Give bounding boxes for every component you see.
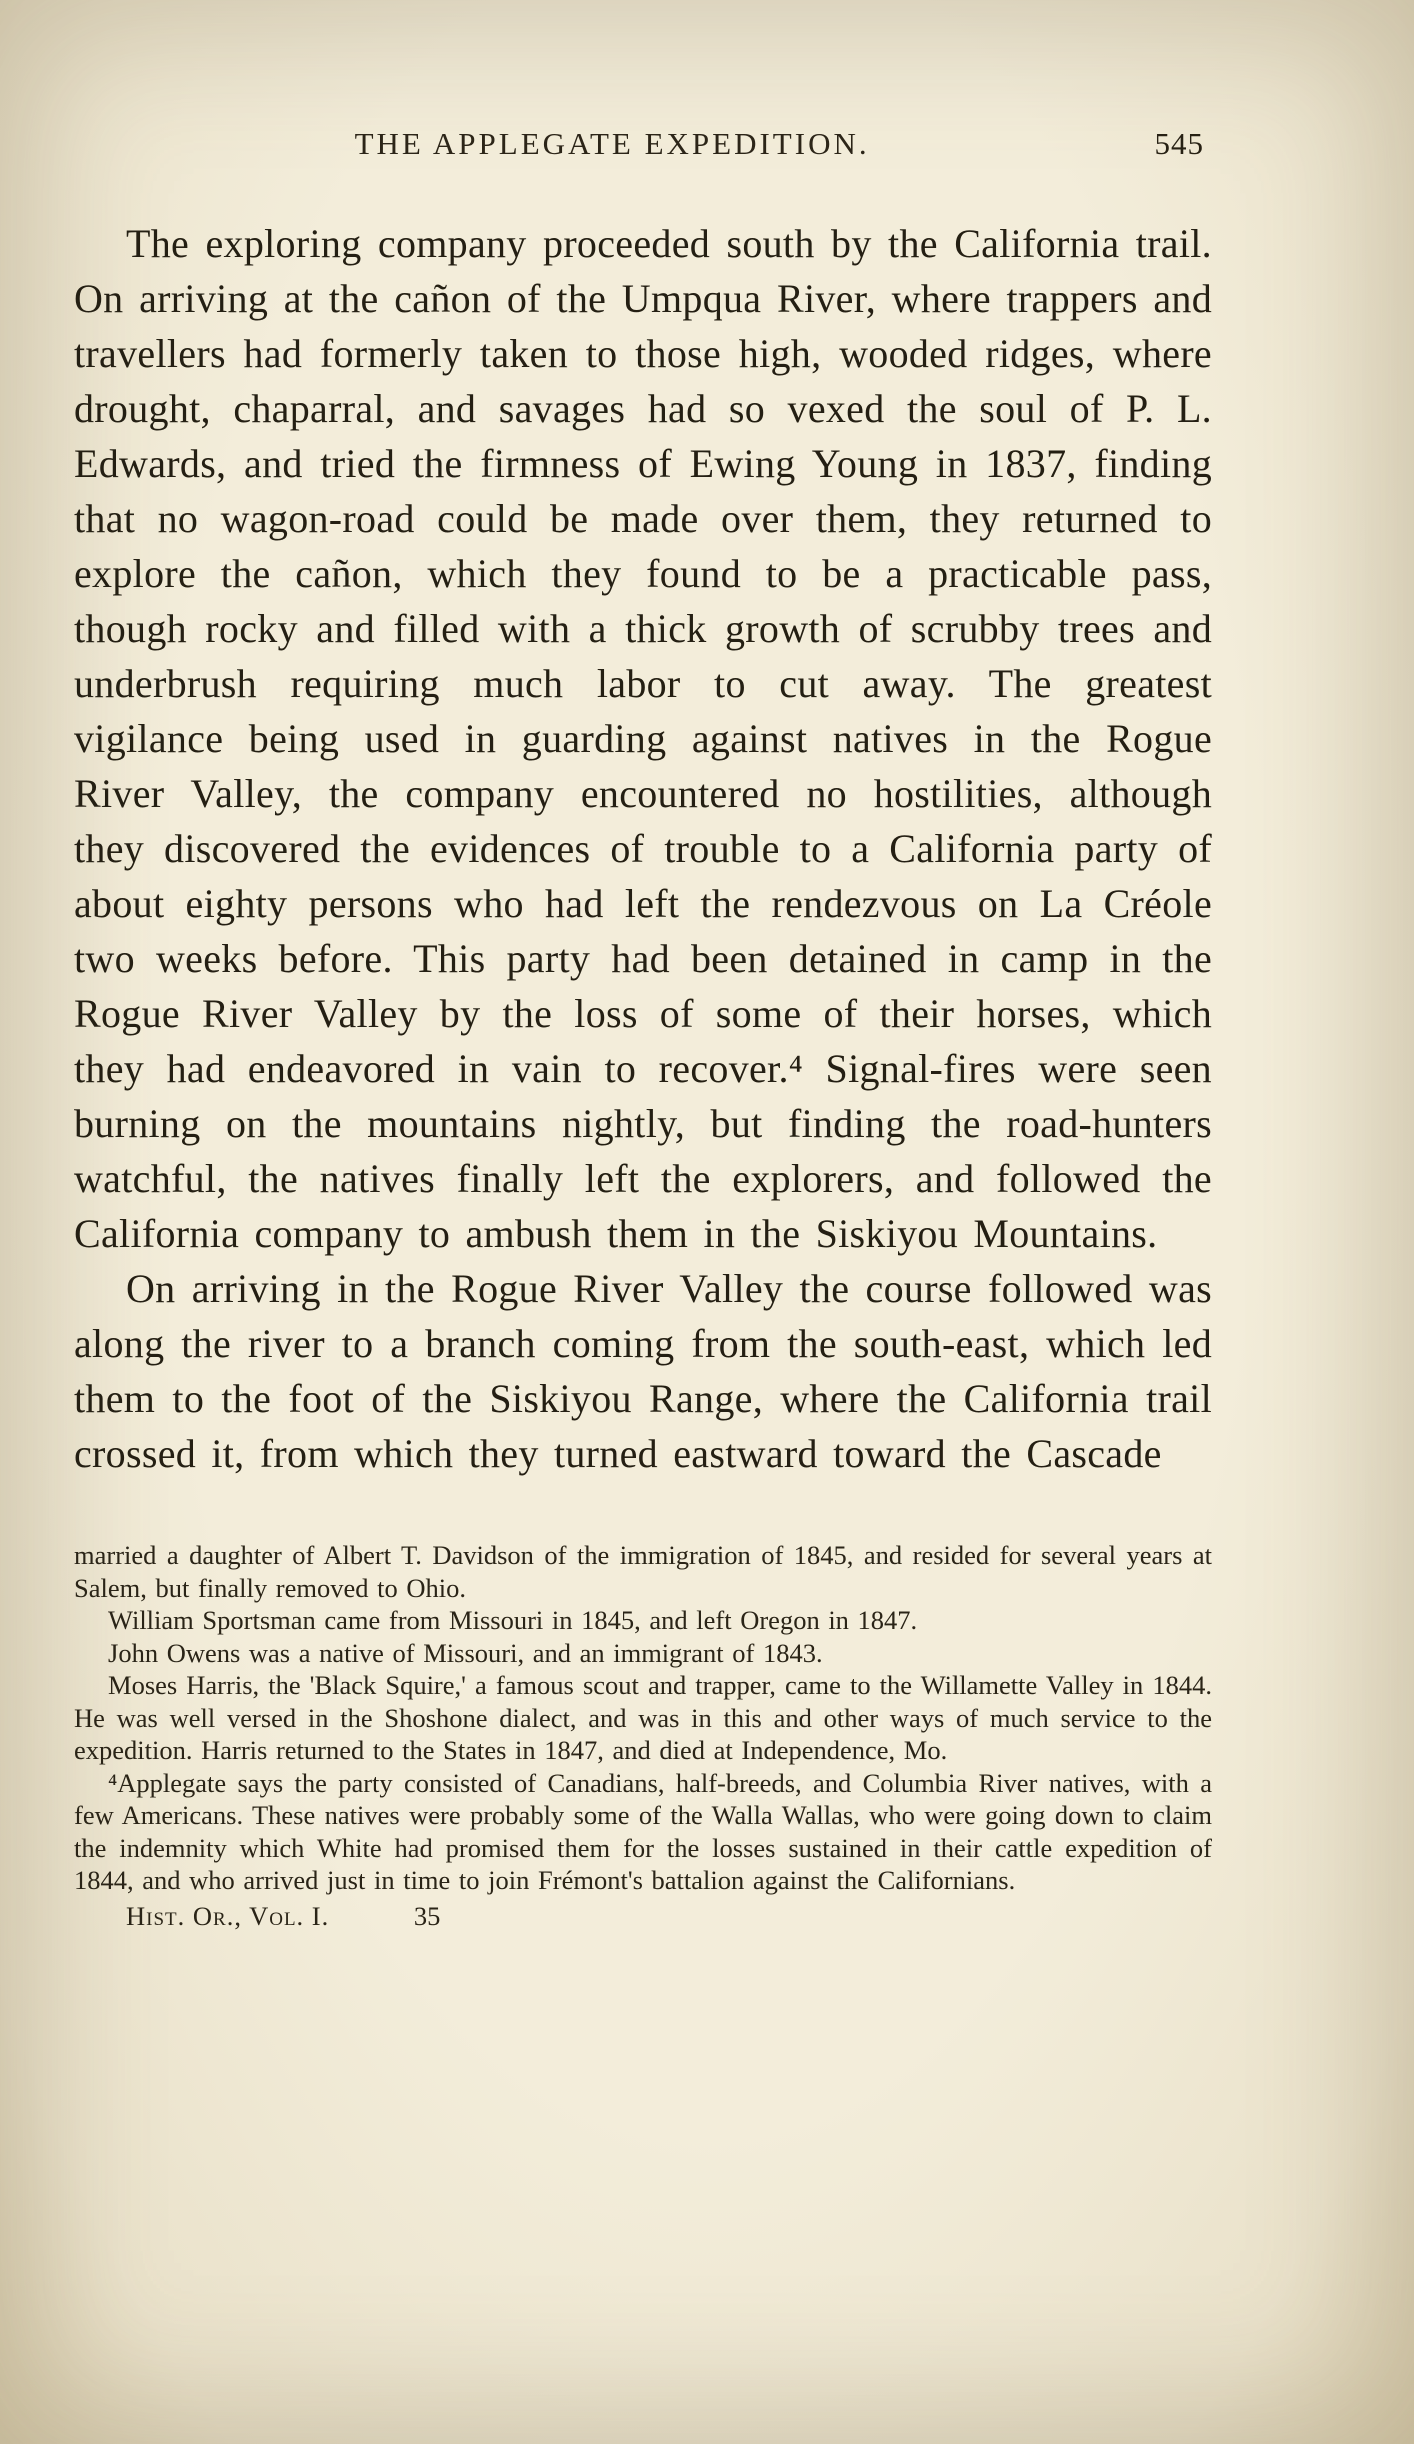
body-paragraph: The exploring company proceeded south by the California trail. On arriving at the cañon of the Umpqua River, where trappers and travellers had formerly taken to those high, wooded ridges, where drought, chaparral, and savages had so vexed the soul of P. L. Edwards, and tried the firmness of Ewing Young in 1837, finding that no wagon-road could be made over them, they returned to explore the cañon, which they found to be a practicable pass, though rocky and filled with a thick growth of scrubby trees and underbrush requiring much labor to cut away. The greatest vigilance being used in guarding against natives in the Rogue River Valley, the company encountered no hostilities, although they discovered the evidences of trouble to a California party of about eighty persons who had left the rendezvous on La Créole two weeks before. This party had been detained in camp in the Rogue River Valley by the loss of some of their horses, which they had endeavored in vain to recover.⁴ Signal-fires were seen burning on the mountains nightly, but finding the road-hunters watchful, the natives finally left the explorers, and followed the California company to ambush them in the Siskiyou Mountains.: [74, 221, 1212, 1256]
page-content: [74, 126, 1212, 1933]
footnote-section: [74, 1539, 1212, 1933]
footnote-item: John Owens was a native of Missouri, and an immigrant of 1843.: [108, 1637, 823, 1668]
body-text: [74, 216, 1212, 1481]
signature-line: [74, 1899, 1212, 1933]
page-number: 545: [1154, 126, 1204, 161]
signature-number: 35: [413, 1900, 441, 1931]
footnote-item: Moses Harris, the 'Black Squire,' a famous scout and trapper, came to the Willamette Valley in 1844. He was well versed in the Shoshone dialect, and was in this and other ways of much service to the expedition. Harris returned to the States in 1847, and died at Independence, Mo.: [74, 1670, 1212, 1765]
volume-label: Hist. Or., Vol. I.: [126, 1900, 330, 1931]
running-head: [74, 126, 1212, 172]
body-paragraph: On arriving in the Rogue River Valley the course followed was along the river to a branch coming from the south-east, which led them to the foot of the Siskiyou Range, where the California trail crossed it, from which they turned eastward toward the Cascade: [74, 1266, 1212, 1476]
footnote-continuation: married a daughter of Albert T. Davidson of the immigration of 1845, and resided for several years at Salem, but finally removed to Ohio.: [74, 1540, 1212, 1603]
footnote-item: William Sportsman came from Missouri in 1845, and left Oregon in 1847.: [108, 1605, 918, 1635]
footnote-item: ⁴Applegate says the party consisted of Canadians, half-breeds, and Columbia River natives, with a few Americans. These natives were probably some of the Walla Wallas, who were going down to claim the indemnity which White had promised them for the losses sustained in their cattle expedition of 1844, and who arrived just in time to join Frémont's battalion against the Californians.: [74, 1767, 1212, 1895]
running-head-title: THE APPLEGATE EXPEDITION.: [354, 126, 870, 161]
